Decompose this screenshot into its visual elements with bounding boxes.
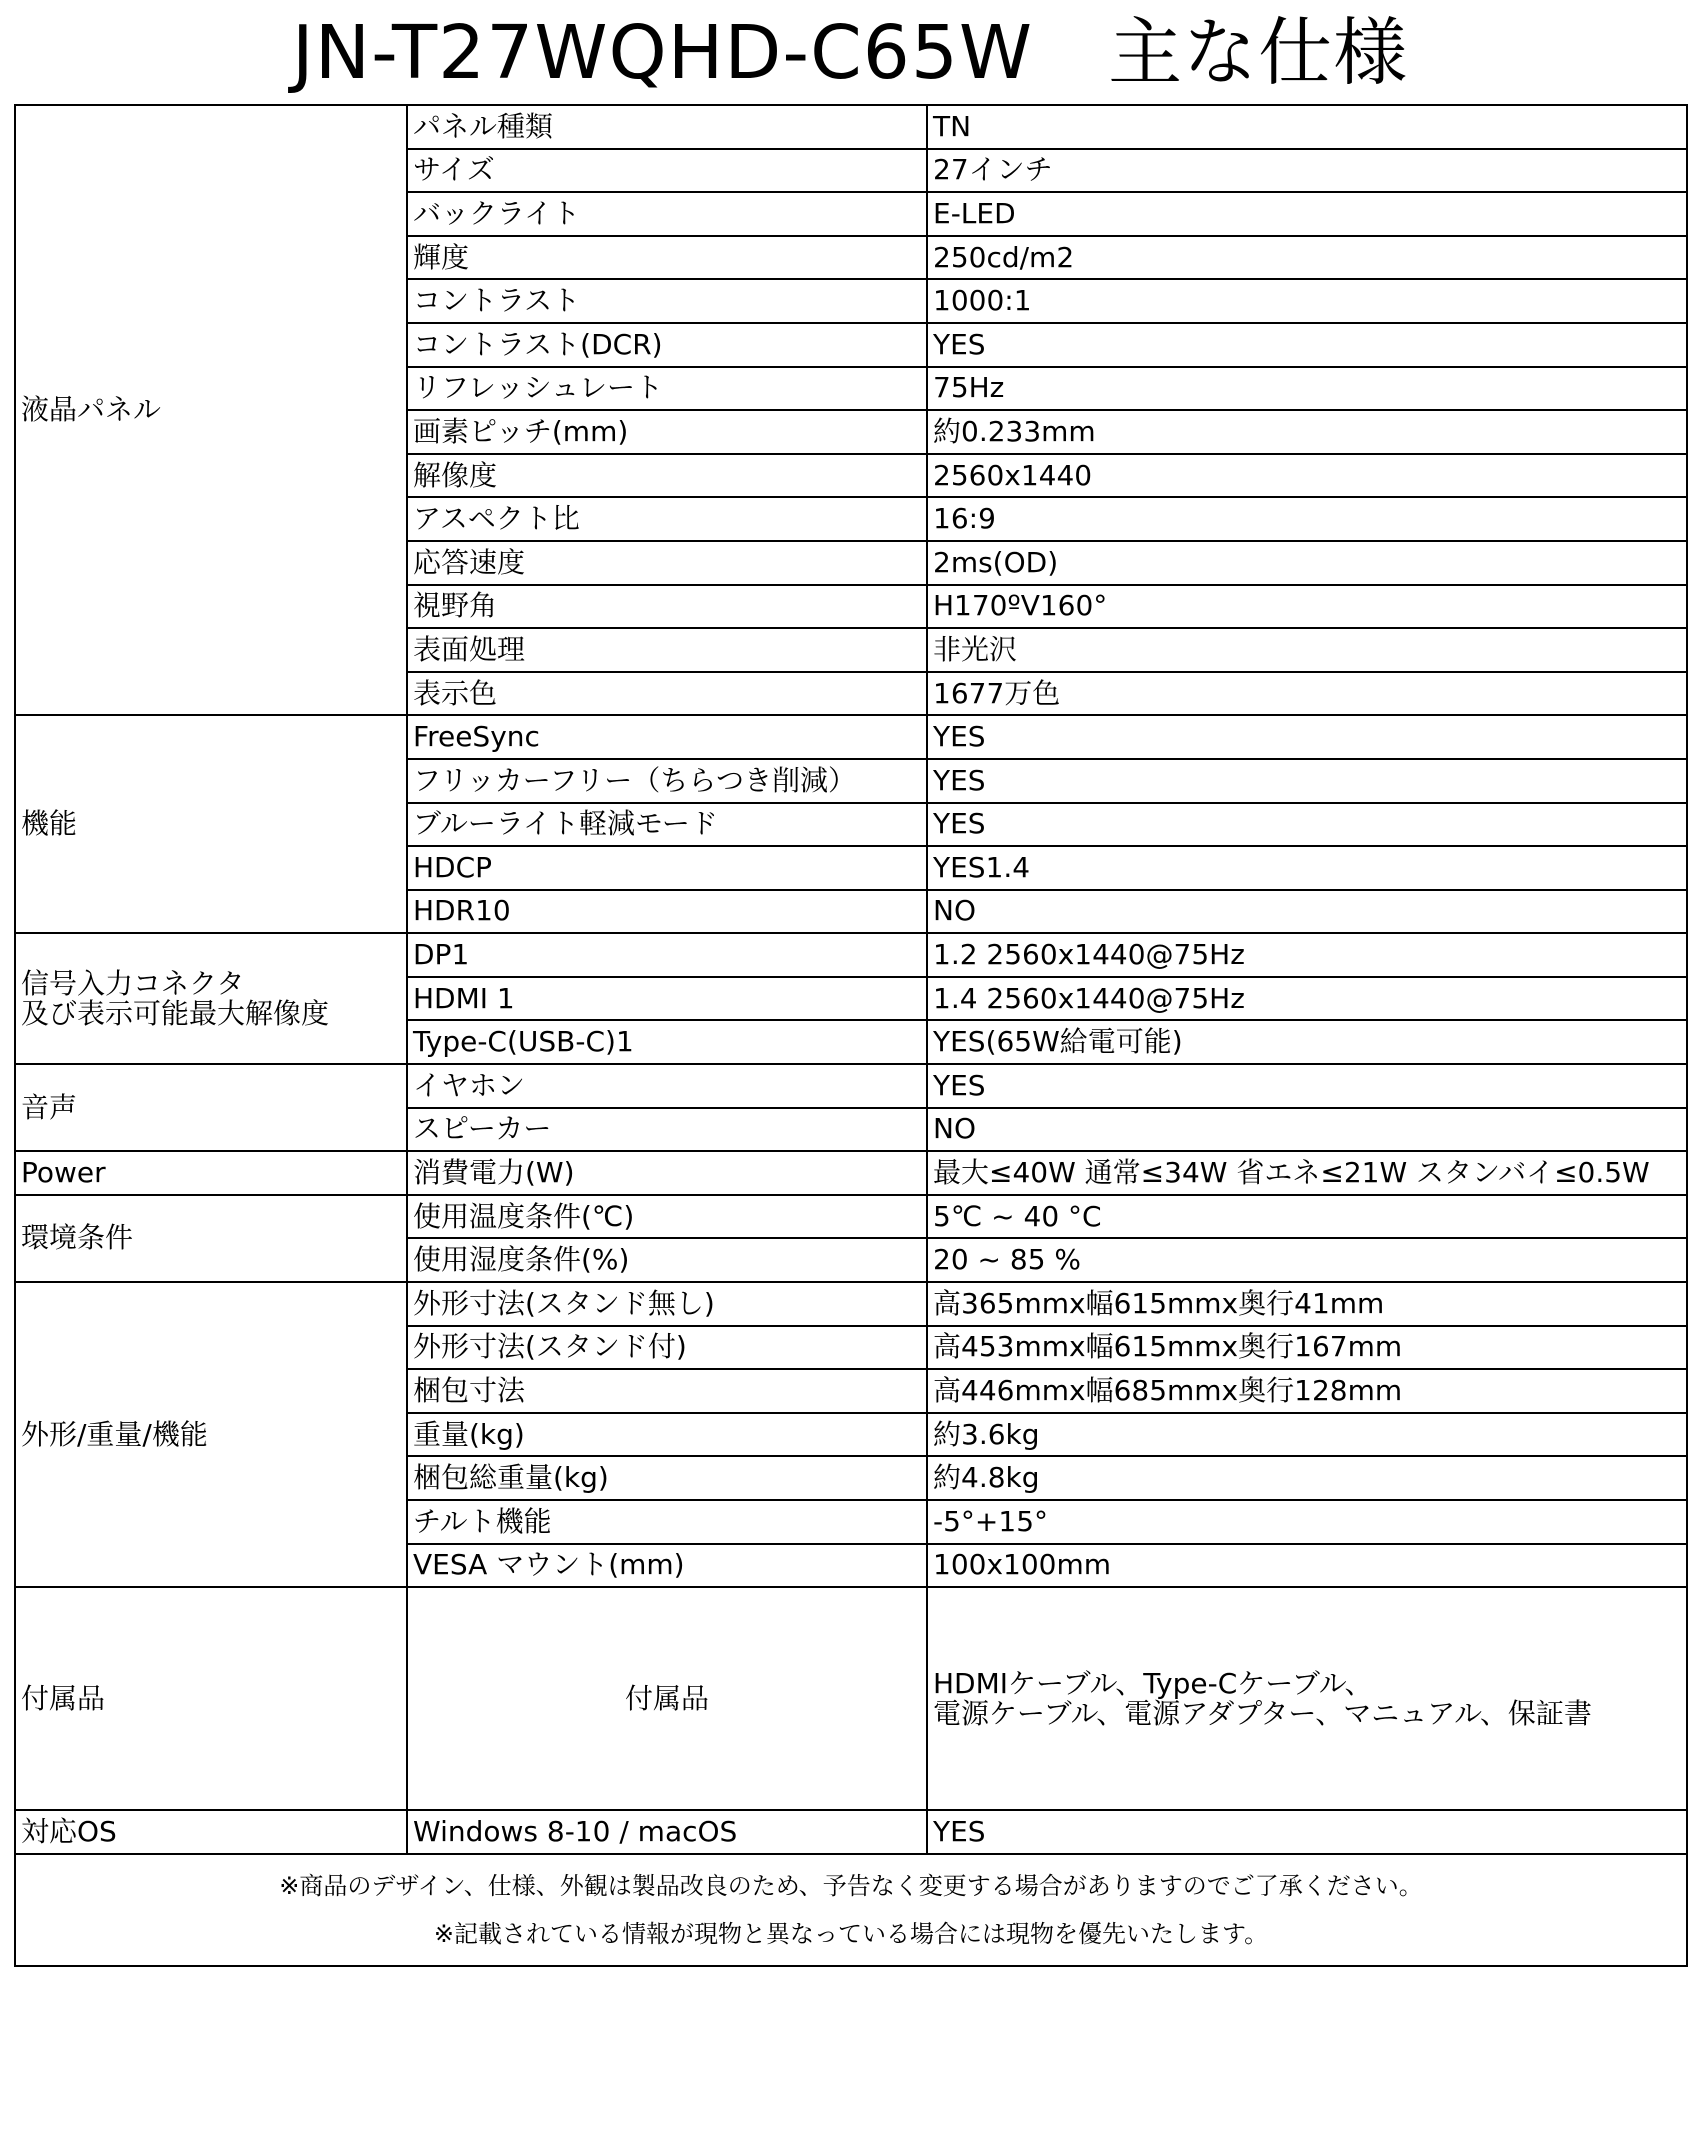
category-cell: 対応OS <box>15 1810 407 1854</box>
item-cell: 外形寸法(スタンド無し) <box>407 1282 927 1326</box>
item-cell: ブルーライト軽減モード <box>407 803 927 847</box>
item-cell: 応答速度 <box>407 541 927 585</box>
category-cell: 機能 <box>15 715 407 933</box>
value-cell: 1000:1 <box>927 279 1687 323</box>
value-cell: 16:9 <box>927 497 1687 541</box>
note-actual-product: ※記載されている情報が現物と異なっている場合には現物を優先いたします。 <box>433 1919 1269 1948</box>
item-cell: 画素ピッチ(mm) <box>407 410 927 454</box>
value-cell: 約4.8kg <box>927 1456 1687 1500</box>
category-line: 及び表示可能最大解像度 <box>21 996 330 1030</box>
category-cell <box>15 933 407 1064</box>
item-cell: HDMI 1 <box>407 977 927 1021</box>
item-cell: コントラスト(DCR) <box>407 323 927 367</box>
value-cell: YES <box>927 803 1687 847</box>
item-cell: 外形寸法(スタンド付) <box>407 1326 927 1370</box>
item-cell: サイズ <box>407 149 927 193</box>
value-cell: E-LED <box>927 192 1687 236</box>
value-cell: 2560x1440 <box>927 454 1687 498</box>
item-cell: HDCP <box>407 846 927 890</box>
value-cell: 非光沢 <box>927 628 1687 672</box>
item-cell: 使用湿度条件(%) <box>407 1238 927 1282</box>
accessories-line: HDMIケーブル、Type-Cケーブル、 <box>933 1666 1373 1700</box>
spec-table <box>14 104 1688 1967</box>
item-cell: バックライト <box>407 192 927 236</box>
item-cell: VESA マウント(mm) <box>407 1544 927 1588</box>
value-cell: 2ms(OD) <box>927 541 1687 585</box>
table-row <box>15 1195 1687 1239</box>
item-cell: 解像度 <box>407 454 927 498</box>
item-cell: フリッカーフリー（ちらつき削減） <box>407 759 927 803</box>
item-cell: 視野角 <box>407 585 927 629</box>
value-cell: 約0.233mm <box>927 410 1687 454</box>
value-cell: 1.2 2560x1440@75Hz <box>927 933 1687 977</box>
table-row <box>15 933 1687 977</box>
value-cell <box>927 1587 1687 1810</box>
value-cell: TN <box>927 105 1687 149</box>
value-cell: NO <box>927 1108 1687 1152</box>
item-cell: FreeSync <box>407 715 927 759</box>
page-title: JN-T27WQHD-C65W 主な仕様 <box>291 10 1409 96</box>
item-cell: 消費電力(W) <box>407 1151 927 1195</box>
value-cell: 250cd/m2 <box>927 236 1687 280</box>
value-cell: 100x100mm <box>927 1544 1687 1588</box>
value-cell: YES(65W給電可能) <box>927 1020 1687 1064</box>
value-cell: 5℃ ~ 40 °C <box>927 1195 1687 1239</box>
value-cell: NO <box>927 890 1687 934</box>
item-cell: アスペクト比 <box>407 497 927 541</box>
item-cell: 輝度 <box>407 236 927 280</box>
value-cell: 約3.6kg <box>927 1413 1687 1457</box>
item-cell: HDR10 <box>407 890 927 934</box>
table-row <box>15 1151 1687 1195</box>
value-cell: YES <box>927 715 1687 759</box>
item-cell: コントラスト <box>407 279 927 323</box>
item-cell: 梱包寸法 <box>407 1369 927 1413</box>
item-cell: チルト機能 <box>407 1500 927 1544</box>
category-cell: 外形/重量/機能 <box>15 1282 407 1587</box>
table-row <box>15 715 1687 759</box>
spec-table-body <box>15 105 1687 1966</box>
value-cell: H170ºV160° <box>927 585 1687 629</box>
item-cell: イヤホン <box>407 1064 927 1108</box>
value-cell: -5°+15° <box>927 1500 1687 1544</box>
value-cell: 27インチ <box>927 149 1687 193</box>
value-cell: 最大≤40W 通常≤34W 省エネ≤21W スタンバイ≤0.5W <box>927 1151 1687 1195</box>
table-row <box>15 1282 1687 1326</box>
item-cell: DP1 <box>407 933 927 977</box>
value-cell: YES <box>927 1064 1687 1108</box>
category-cell: 音声 <box>15 1064 407 1151</box>
category-cell: 液晶パネル <box>15 105 407 715</box>
item-cell: 付属品 <box>407 1587 927 1810</box>
value-cell: YES1.4 <box>927 846 1687 890</box>
value-cell: 1677万色 <box>927 672 1687 716</box>
table-row-accessories <box>15 1587 1687 1810</box>
table-row-os <box>15 1810 1687 1854</box>
category-cell: 付属品 <box>15 1587 407 1810</box>
item-cell: 表面処理 <box>407 628 927 672</box>
item-cell: 表示色 <box>407 672 927 716</box>
item-cell: 梱包総重量(kg) <box>407 1456 927 1500</box>
item-cell: Type-C(USB-C)1 <box>407 1020 927 1064</box>
note-design-change: ※商品のデザイン、仕様、外観は製品改良のため、予告なく変更する場合がありますのでご了承ください。 <box>279 1871 1423 1900</box>
item-cell: スピーカー <box>407 1108 927 1152</box>
table-row-notes <box>15 1854 1687 1966</box>
table-row <box>15 105 1687 149</box>
value-cell: 1.4 2560x1440@75Hz <box>927 977 1687 1021</box>
category-line: 信号入力コネクタ <box>21 966 245 1000</box>
notes-cell <box>15 1854 1687 1966</box>
item-cell: 重量(kg) <box>407 1413 927 1457</box>
value-cell: YES <box>927 323 1687 367</box>
value-cell: 75Hz <box>927 367 1687 411</box>
value-cell: YES <box>927 1810 1687 1854</box>
table-row <box>15 1064 1687 1108</box>
value-cell: YES <box>927 759 1687 803</box>
item-cell: パネル種類 <box>407 105 927 149</box>
value-cell: 20 ~ 85 % <box>927 1238 1687 1282</box>
category-cell: 環境条件 <box>15 1195 407 1282</box>
value-cell: 高365mmx幅615mmx奥行41mm <box>927 1282 1687 1326</box>
category-cell: Power <box>15 1151 407 1195</box>
value-cell: 高446mmx幅685mmx奥行128mm <box>927 1369 1687 1413</box>
value-cell: 高453mmx幅615mmx奥行167mm <box>927 1326 1687 1370</box>
item-cell: 使用温度条件(℃) <box>407 1195 927 1239</box>
accessories-line: 電源ケーブル、電源アダプター、マニュアル、保証書 <box>933 1696 1592 1730</box>
item-cell: リフレッシュレート <box>407 367 927 411</box>
item-cell: Windows 8-10 / macOS <box>407 1810 927 1854</box>
